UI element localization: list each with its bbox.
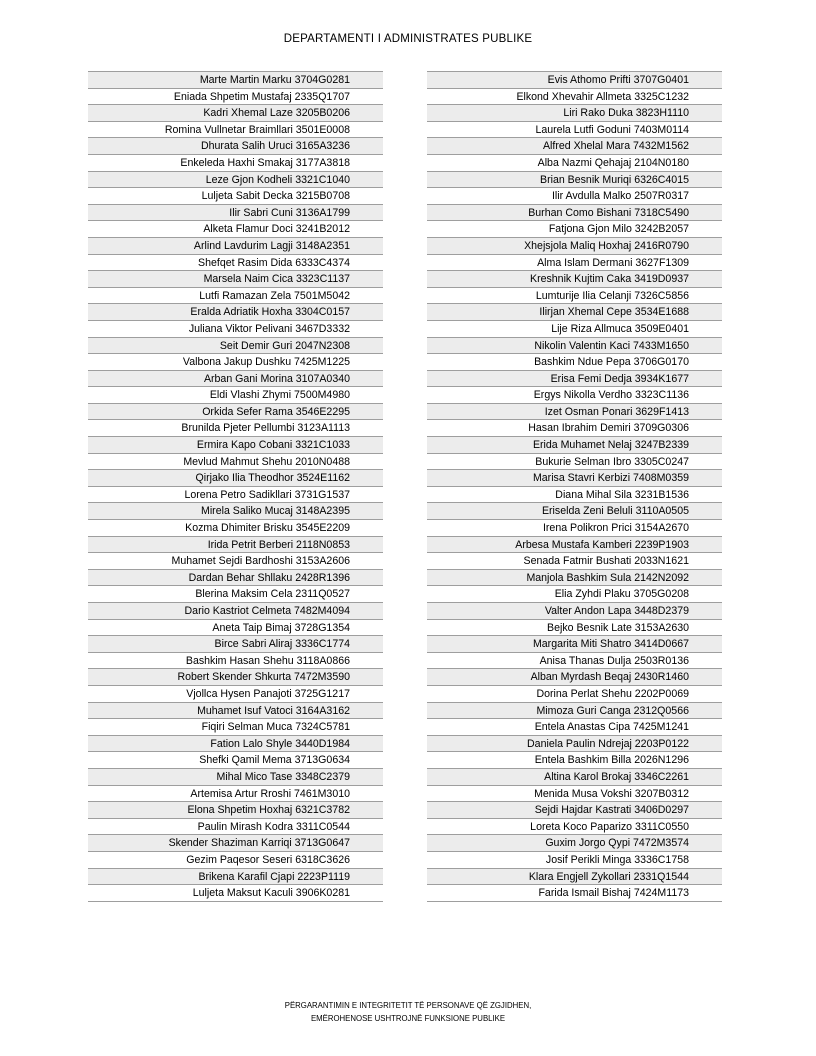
list-item: Marte Martin Marku 3704G0281 (88, 72, 383, 89)
list-item: Paulin Mirash Kodra 3311C0544 (88, 819, 383, 836)
list-item: Evis Athomo Prifti 3707G0401 (427, 72, 722, 89)
page-footer (0, 999, 816, 1025)
list-item: Lije Riza Allmuca 3509E0401 (427, 321, 722, 338)
list-item: Brikena Karafil Cjapi 2223P1119 (88, 869, 383, 886)
list-item: Menida Musa Vokshi 3207B0312 (427, 786, 722, 803)
list-item: Vjollca Hysen Panajoti 3725G1217 (88, 686, 383, 703)
list-item: Valter Andon Lapa 3448D2379 (427, 603, 722, 620)
list-item: Altina Karol Brokaj 3346C2261 (427, 769, 722, 786)
list-item: Mevlud Mahmut Shehu 2010N0488 (88, 454, 383, 471)
list-item: Kreshnik Kujtim Caka 3419D0937 (427, 271, 722, 288)
list-item: Klara Engjell Zykollari 2331Q1544 (427, 869, 722, 886)
list-item: Dorina Perlat Shehu 2202P0069 (427, 686, 722, 703)
list-item: Erisa Femi Dedja 3934K1677 (427, 371, 722, 388)
list-item: Kadri Xhemal Laze 3205B0206 (88, 105, 383, 122)
list-item: Brian Besnik Muriqi 6326C4015 (427, 172, 722, 189)
list-item: Izet Osman Ponari 3629F1413 (427, 404, 722, 421)
list-item: Irena Polikron Prici 3154A2670 (427, 520, 722, 537)
list-item: Bukurie Selman Ibro 3305C0247 (427, 454, 722, 471)
list-item: Dhurata Salih Uruci 3165A3236 (88, 138, 383, 155)
footer-line-1: PËRGARANTIMIN E INTEGRITETIT TË PERSONAVE QË ZGJIDHEN, (284, 1001, 532, 1010)
list-item: Fatjona Gjon Milo 3242B2057 (427, 221, 722, 238)
list-item: Guxim Jorgo Qypi 7472M3574 (427, 835, 722, 852)
list-item: Diana Mihal Sila 3231B1536 (427, 487, 722, 504)
list-item: Laurela Lutfi Goduni 7403M0114 (427, 122, 722, 139)
list-item: Dardan Behar Shllaku 2428R1396 (88, 570, 383, 587)
list-item: Muhamet Isuf Vatoci 3164A3162 (88, 703, 383, 720)
list-item: Eralda Adriatik Hoxha 3304C0157 (88, 304, 383, 321)
list-item: Arlind Lavdurim Lagji 3148A2351 (88, 238, 383, 255)
list-item: Robert Skender Shkurta 7472M3590 (88, 669, 383, 686)
list-item: Marisa Stavri Kerbizi 7408M0359 (427, 470, 722, 487)
list-item: Manjola Bashkim Sula 2142N2092 (427, 570, 722, 587)
list-item: Hasan Ibrahim Demiri 3709G0306 (427, 420, 722, 437)
right-name-list (427, 71, 722, 902)
list-item: Entela Anastas Cipa 7425M1241 (427, 719, 722, 736)
list-item: Shefki Qamil Mema 3713G0634 (88, 752, 383, 769)
list-item: Lorena Petro Sadikllari 3731G1537 (88, 487, 383, 504)
list-item: Aneta Taip Bimaj 3728G1354 (88, 620, 383, 637)
list-item: Alban Myrdash Beqaj 2430R1460 (427, 669, 722, 686)
list-item: Birce Sabri Aliraj 3336C1774 (88, 636, 383, 653)
list-item: Ilirjan Xhemal Cepe 3534E1688 (427, 304, 722, 321)
list-item: Qirjako Ilia Theodhor 3524E1162 (88, 470, 383, 487)
list-item: Enkeleda Haxhi Smakaj 3177A3818 (88, 155, 383, 172)
list-item: Alfred Xhelal Mara 7432M1562 (427, 138, 722, 155)
list-item: Shefqet Rasim Dida 6333C4374 (88, 255, 383, 272)
footer-line-2: EMËROHENOSE USHTROJNË FUNKSIONE PUBLIKE (310, 1014, 506, 1023)
list-item: Eldi Vlashi Zhymi 7500M4980 (88, 387, 383, 404)
list-item: Daniela Paulin Ndrejaj 2203P0122 (427, 736, 722, 753)
list-item: Irida Petrit Berberi 2118N0853 (88, 537, 383, 554)
list-item: Marsela Naim Cica 3323C1137 (88, 271, 383, 288)
list-item: Elia Zyhdi Plaku 3705G0208 (427, 586, 722, 603)
list-item: Bashkim Ndue Pepa 3706G0170 (427, 354, 722, 371)
list-item: Loreta Koco Paparizo 3311C0550 (427, 819, 722, 836)
list-item: Fiqiri Selman Muca 7324C5781 (88, 719, 383, 736)
list-item: Leze Gjon Kodheli 3321C1040 (88, 172, 383, 189)
list-item: Ilir Sabri Cuni 3136A1799 (88, 205, 383, 222)
list-item: Burhan Como Bishani 7318C5490 (427, 205, 722, 222)
list-item: Farida Ismail Bishaj 7424M1173 (427, 885, 722, 902)
list-item: Romina Vullnetar Braimllari 3501E0008 (88, 122, 383, 139)
list-item: Nikolin Valentin Kaci 7433M1650 (427, 338, 722, 355)
list-item: Mimoza Guri Canga 2312Q0566 (427, 703, 722, 720)
list-item: Liri Rako Duka 3823H1110 (427, 105, 722, 122)
list-item: Elkond Xhevahir Allmeta 3325C1232 (427, 89, 722, 106)
list-item: Seit Demir Guri 2047N2308 (88, 338, 383, 355)
list-item: Eniada Shpetim Mustafaj 2335Q1707 (88, 89, 383, 106)
list-item: Eriselda Zeni Beluli 3110A0505 (427, 503, 722, 520)
list-item: Bejko Besnik Late 3153A2630 (427, 620, 722, 637)
list-item: Josif Perikli Minga 3336C1758 (427, 852, 722, 869)
list-item: Sejdi Hajdar Kastrati 3406D0297 (427, 802, 722, 819)
list-item: Mihal Mico Tase 3348C2379 (88, 769, 383, 786)
list-item: Blerina Maksim Cela 2311Q0527 (88, 586, 383, 603)
left-name-list (88, 71, 383, 902)
list-item: Ergys Nikolla Verdho 3323C1136 (427, 387, 722, 404)
list-item: Muhamet Sejdi Bardhoshi 3153A2606 (88, 553, 383, 570)
list-item: Kozma Dhimiter Brisku 3545E2209 (88, 520, 383, 537)
list-item: Skender Shaziman Karriqi 3713G0647 (88, 835, 383, 852)
list-item: Erida Muhamet Nelaj 3247B2339 (427, 437, 722, 454)
list-item: Ilir Avdulla Malko 2507R0317 (427, 188, 722, 205)
list-item: Gezim Paqesor Seseri 6318C3626 (88, 852, 383, 869)
list-item: Alma Islam Dermani 3627F1309 (427, 255, 722, 272)
list-item: Dario Kastriot Celmeta 7482M4094 (88, 603, 383, 620)
list-item: Lumturije Ilia Celanji 7326C5856 (427, 288, 722, 305)
list-item: Elona Shpetim Hoxhaj 6321C3782 (88, 802, 383, 819)
list-item: Alba Nazmi Qehajaj 2104N0180 (427, 155, 722, 172)
list-item: Brunilda Pjeter Pellumbi 3123A1113 (88, 420, 383, 437)
list-item: Ermira Kapo Cobani 3321C1033 (88, 437, 383, 454)
list-item: Luljeta Sabit Decka 3215B0708 (88, 188, 383, 205)
list-item: Entela Bashkim Billa 2026N1296 (427, 752, 722, 769)
list-item: Xhejsjola Maliq Hoxhaj 2416R0790 (427, 238, 722, 255)
list-item: Bashkim Hasan Shehu 3118A0866 (88, 653, 383, 670)
list-item: Margarita Miti Shatro 3414D0667 (427, 636, 722, 653)
list-item: Orkida Sefer Rama 3546E2295 (88, 404, 383, 421)
page-title: DEPARTAMENTI I ADMINISTRATES PUBLIKE (283, 33, 533, 45)
list-item: Arbesa Mustafa Kamberi 2239P1903 (427, 537, 722, 554)
list-item: Juliana Viktor Pelivani 3467D3332 (88, 321, 383, 338)
list-item: Fation Lalo Shyle 3440D1984 (88, 736, 383, 753)
list-item: Arban Gani Morina 3107A0340 (88, 371, 383, 388)
list-item: Luljeta Maksut Kaculi 3906K0281 (88, 885, 383, 902)
list-item: Senada Fatmir Bushati 2033N1621 (427, 553, 722, 570)
list-item: Anisa Thanas Dulja 2503R0136 (427, 653, 722, 670)
list-item: Lutfi Ramazan Zela 7501M5042 (88, 288, 383, 305)
list-item: Mirela Saliko Mucaj 3148A2395 (88, 503, 383, 520)
list-item: Artemisa Artur Rroshi 7461M3010 (88, 786, 383, 803)
list-item: Valbona Jakup Dushku 7425M1225 (88, 354, 383, 371)
list-item: Alketa Flamur Doci 3241B2012 (88, 221, 383, 238)
